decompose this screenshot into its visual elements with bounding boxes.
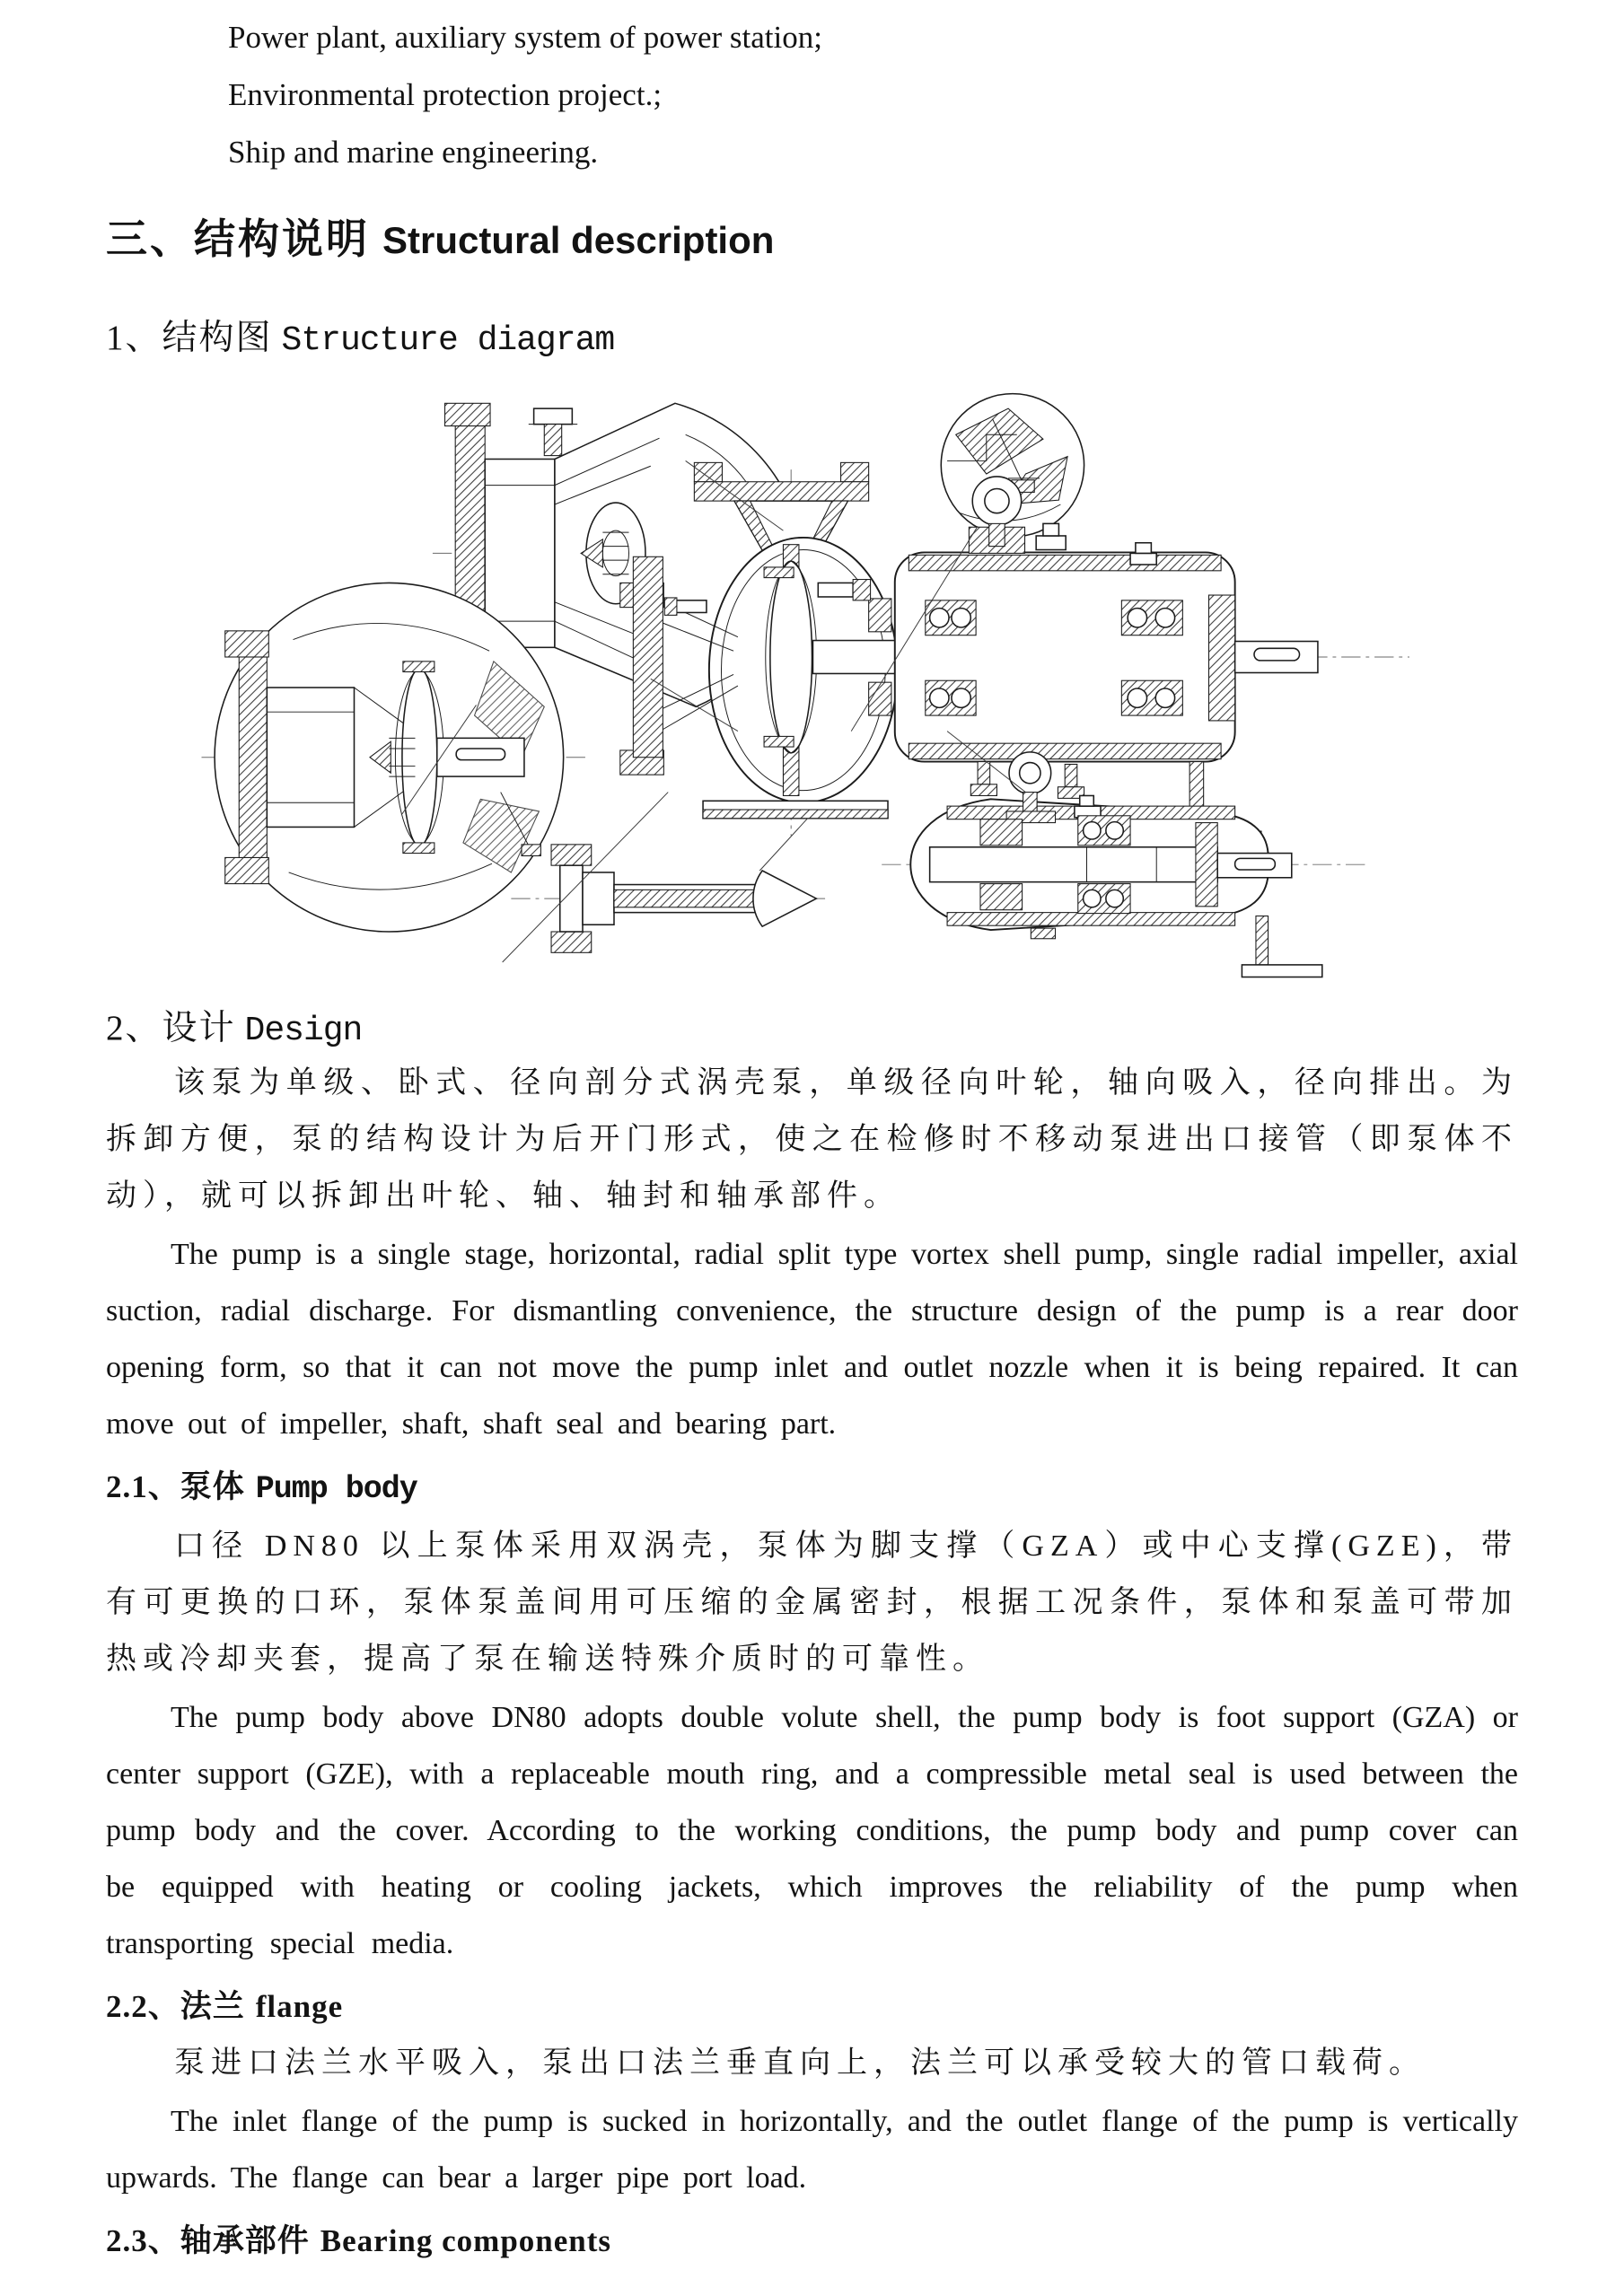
heading-flange <box>106 1978 1518 2035</box>
heading-cn: 设计 <box>162 1009 236 1047</box>
heading-number: 2.1、 <box>106 1469 180 1504</box>
impeller-detail-circle <box>215 583 564 932</box>
heading-en: Bearing components <box>320 2223 612 2258</box>
design-paragraph-cn: 该泵为单级、卧式、径向剖分式涡壳泵，单级径向叶轮，轴向吸入，径向排出。为拆卸方便，泵的结构设计为后开门形式，使之在检修时不移动泵进出口接管（即泵体不动），就可以拆卸出叶轮、轴、轴封和轴承部件。 <box>106 1066 1518 1213</box>
application-list-item: Power plant, auxiliary system of power station; <box>228 20 822 55</box>
heading-number: 2、 <box>106 1009 162 1047</box>
heading-cn: 泵体 <box>180 1469 245 1504</box>
heading-en: Structure diagram <box>281 321 615 360</box>
flange-paragraph-en: The inlet flange of the pump is sucked in horizontally, and the outlet flange of the pump is vertically upwards. The flange can bear a larger pipe port load. <box>106 2105 1518 2195</box>
flange-paragraph-cn: 泵进口法兰水平吸入，泵出口法兰垂直向上，法兰可以承受较大的管口载荷。 <box>174 2046 1426 2080</box>
heading-en: Pump body <box>255 1471 417 1507</box>
heading-number: 2.3、 <box>106 2223 180 2258</box>
heading-cn: 法兰 <box>180 1989 245 2024</box>
heading-bearing-components <box>106 2213 1518 2269</box>
heading-cn: 结构图 <box>162 319 273 357</box>
heading-number: 三、 <box>106 216 194 262</box>
heading-structural-description <box>106 212 1518 268</box>
heading-en: Design <box>244 1012 363 1050</box>
heading-cn: 结构说明 <box>194 216 370 262</box>
heading-pump-body <box>106 1459 1518 1518</box>
heading-design <box>106 1005 1518 1055</box>
heading-number: 2.2、 <box>106 1989 180 2024</box>
heading-en: Structural description <box>382 219 775 261</box>
heading-number: 1、 <box>106 319 162 357</box>
pump-body-paragraph-en: The pump body above DN80 adopts double volute shell, the pump body is foot support (GZA) or center support (GZE), with a replaceable mouth ring, and a compressible metal seal is used between the pump body and the cover. According to the working conditions, the pump body and pump cover can be equipped with heating or cooling jackets, which improves the reliability of the pump when transporting special media. <box>106 1701 1518 1960</box>
stud-part <box>551 845 816 952</box>
application-list-item: Environmental protection project.; <box>228 77 663 112</box>
heading-structure-diagram <box>106 315 1518 364</box>
design-paragraph-en: The pump is a single stage, horizontal, radial split type vortex shell pump, single radial impeller, axial suction, radial discharge. For dismantling convenience, the structure design of the pump is a rear door opening form, so that it can not move the pump inlet and outlet nozzle when it is being repaired. It can move out of impeller, shaft, shaft seal and bearing part. <box>106 1238 1518 1441</box>
application-list-item: Ship and marine engineering. <box>228 135 599 170</box>
pump-cross-section-drawing-icon <box>106 382 1518 993</box>
heading-cn: 轴承部件 <box>180 2223 310 2258</box>
heading-en: flange <box>255 1989 344 2024</box>
pump-body-paragraph-cn: 口径 DN80 以上泵体采用双涡壳，泵体为脚支撑（GZA）或中心支撑(GZE)，带有可更换的口环，泵体泵盖间用可压缩的金属密封，根据工况条件，泵体和泵盖可带加热或冷却夹套，提高了泵在输送特殊介质时的可靠性。 <box>106 1529 1518 1676</box>
pump-structure-diagram <box>106 382 1518 993</box>
